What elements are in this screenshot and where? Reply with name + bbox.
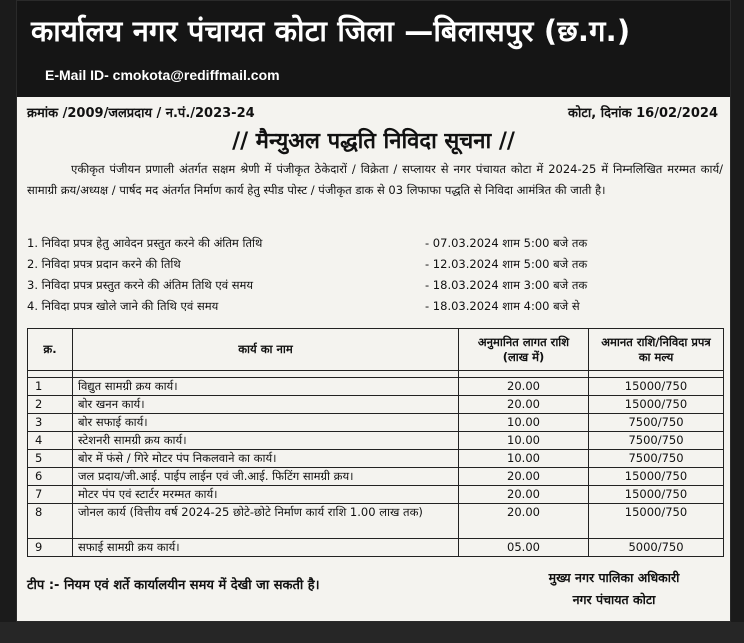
- cell-work: बोर सफाई कार्य।: [73, 414, 459, 432]
- col-header-serial: क्र.: [28, 329, 73, 371]
- intro-paragraph: एकीकृत पंजीयन प्रणाली अंतर्गत सक्षम श्रेणी में पंजीकृत ठेकेदारों / विक्रेता / सप्लायर से नगर पंचायत कोटा में 2024-25 में निम्नलिखित मरम्मत कार्य/सामाग्री क्रय/अध्यक्ष / पार्षद मद अंतर्गत निर्माण कार्य हेतु स्पीड पोस्ट / पंजीकृत डाक से 03 लिफाफा पद्धति से निविदा आमंत्रित की जाती है।: [27, 162, 723, 197]
- schedule-label: 3. निविदा प्रपत्र प्रस्तुत करने की अंतिम तिथि एवं समय: [27, 278, 254, 292]
- cell-serial: 2: [28, 396, 73, 414]
- cell-fee: 15000/750: [589, 468, 724, 486]
- table-row: [28, 414, 724, 432]
- cell-work: स्टेशनरी सामग्री क्रय कार्य।: [73, 432, 459, 450]
- cell-fee: 15000/750: [589, 504, 724, 539]
- cell-cost: 10.00: [459, 450, 589, 468]
- photo-frame-right: [731, 0, 744, 643]
- cell-fee: 5000/750: [589, 539, 724, 557]
- cell-serial: 3: [28, 414, 73, 432]
- officer-title: मुख्य नगर पालिका अधिकारी: [548, 570, 680, 585]
- schedule-label: 4. निविदा प्रपत्र खोले जाने की तिथि एवं समय: [27, 299, 219, 313]
- cell-cost: 05.00: [459, 539, 589, 557]
- table-row: [28, 539, 724, 557]
- cell-fee: 15000/750: [589, 396, 724, 414]
- table-row: [28, 450, 724, 468]
- cell-serial: 9: [28, 539, 73, 557]
- header-band: [17, 1, 730, 97]
- cell-fee: 7500/750: [589, 432, 724, 450]
- photo-frame-left: [0, 0, 16, 643]
- table-row: [28, 378, 724, 396]
- reference-date: कोटा, दिनांक 16/02/2024: [568, 106, 718, 121]
- cell-work: जल प्रदाय/जी.आई. पाईप लाईन एवं जी.आई. फिटिंग सामग्री क्रय।: [73, 468, 459, 486]
- cell-serial: 5: [28, 450, 73, 468]
- cell-cost: 20.00: [459, 468, 589, 486]
- col-header-cost: अनुमानित लागत राशि (लाख में): [459, 329, 589, 371]
- cell-cost: 20.00: [459, 486, 589, 504]
- cell-work: जोनल कार्य (वित्तीय वर्ष 2024-25 छोटे-छोटे निर्माण कार्य राशि 1.00 लाख तक): [73, 504, 459, 539]
- cell-serial: 6: [28, 468, 73, 486]
- table-row: [28, 504, 724, 539]
- schedule-list: [27, 234, 723, 318]
- schedule-item: [27, 255, 723, 276]
- cell-work: सफाई सामग्री क्रय कार्य।: [73, 539, 459, 557]
- cell-cost: 10.00: [459, 432, 589, 450]
- cell-fee: 15000/750: [589, 486, 724, 504]
- schedule-item: [27, 234, 723, 255]
- cell-work: बोर खनन कार्य।: [73, 396, 459, 414]
- schedule-value: - 12.03.2024 शाम 5:00 बजे तक: [425, 257, 588, 271]
- table-row: [28, 432, 724, 450]
- terms-note: टीप :- नियम एवं शर्ते कार्यालयीन समय में देखी जा सकती है।: [27, 578, 320, 593]
- schedule-item: [27, 276, 723, 297]
- cell-cost: 10.00: [459, 414, 589, 432]
- schedule-label: 1. निविदा प्रपत्र हेतु आवेदन प्रस्तुत करने की अंतिम तिथि: [27, 236, 263, 250]
- signatory-block: [509, 567, 719, 611]
- tender-notice-sheet: [16, 0, 731, 622]
- schedule-item: [27, 297, 723, 318]
- cell-work: विद्युत सामग्री क्रय कार्य।: [73, 378, 459, 396]
- table-row: [28, 396, 724, 414]
- schedule-label: 2. निविदा प्रपत्र प्रदान करने की तिथि: [27, 257, 181, 271]
- table-spacer-row: [28, 371, 724, 378]
- schedule-value: - 18.03.2024 शाम 3:00 बजे तक: [425, 278, 588, 292]
- office-title: कार्यालय नगर पंचायत कोटा जिला —बिलासपुर (छ.ग.): [31, 14, 631, 48]
- cell-fee: 7500/750: [589, 450, 724, 468]
- schedule-value: - 18.03.2024 शाम 4:00 बजे से: [425, 299, 580, 313]
- office-email: E-Mail ID- cmokota@rediffmail.com: [45, 67, 280, 83]
- cell-serial: 8: [28, 504, 73, 539]
- col-header-work: कार्य का नाम: [73, 329, 459, 371]
- cell-serial: 7: [28, 486, 73, 504]
- officer-office: नगर पंचायत कोटा: [572, 592, 656, 607]
- cell-fee: 15000/750: [589, 378, 724, 396]
- table-header-row: [28, 329, 724, 371]
- schedule-value: - 07.03.2024 शाम 5:00 बजे तक: [425, 236, 588, 250]
- col-header-fee: अमानत राशि/निविदा प्रपत्र का मल्य: [589, 329, 724, 371]
- cell-work: मोटर पंप एवं स्टार्टर मरम्मत कार्य।: [73, 486, 459, 504]
- cell-cost: 20.00: [459, 378, 589, 396]
- cell-work: बोर में फंसे / गिरे मोटर पंप निकलवाने का कार्य।: [73, 450, 459, 468]
- notice-title: // मैन्युअल पद्धति निविदा सूचना //: [232, 129, 515, 154]
- cell-cost: 20.00: [459, 396, 589, 414]
- cell-serial: 1: [28, 378, 73, 396]
- works-table: [27, 328, 724, 557]
- table-row: [28, 486, 724, 504]
- reference-number: क्रमांक /2009/जलप्रदाय / न.पं./2023-24: [27, 106, 255, 121]
- cell-serial: 4: [28, 432, 73, 450]
- photo-frame-bottom: [0, 622, 744, 643]
- cell-fee: 7500/750: [589, 414, 724, 432]
- cell-cost: 20.00: [459, 504, 589, 539]
- table-row: [28, 468, 724, 486]
